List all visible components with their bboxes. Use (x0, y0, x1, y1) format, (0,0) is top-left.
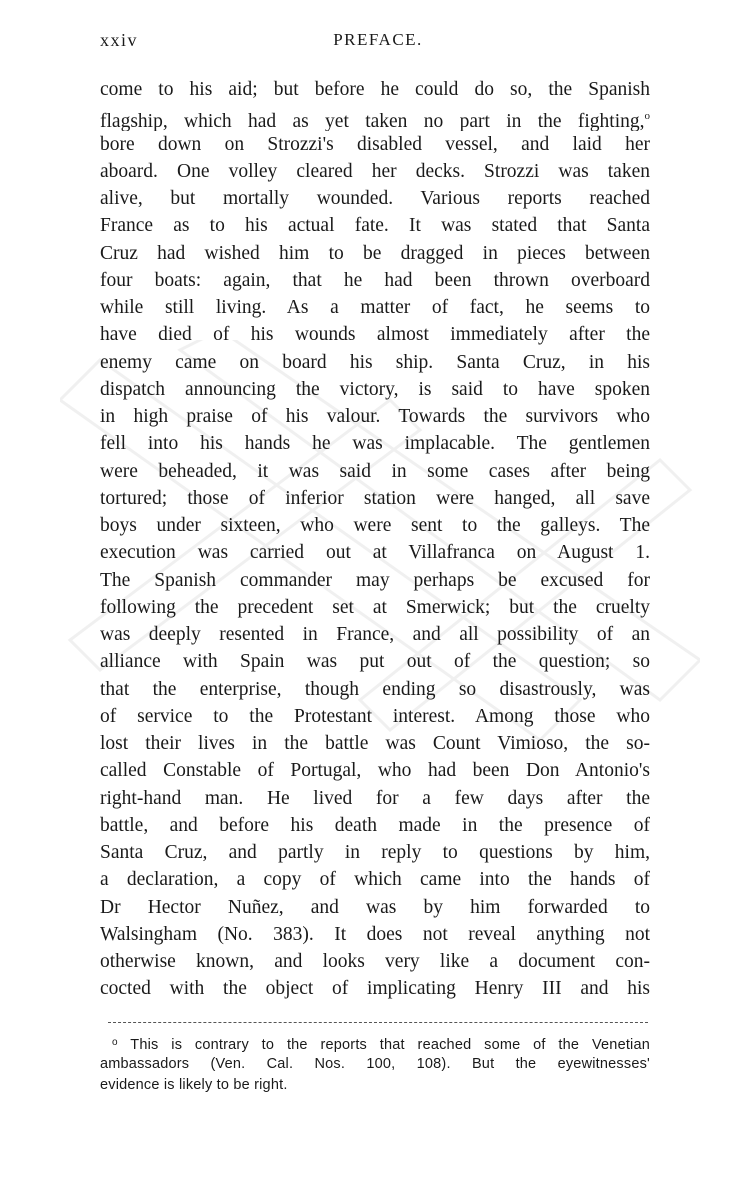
text-line: Cruz had wished him to be dragged in pieces between (100, 242, 650, 264)
text-line: cocted with the object of implicating Henry III and his (100, 978, 650, 1000)
text-line: France as to his actual fate. It was stated that Santa (100, 215, 650, 237)
footnote-line-content: This is contrary to the reports that reached some of the Venetian (130, 1037, 650, 1053)
text-line: fell into his hands he was implacable. The gentlemen (100, 433, 650, 455)
footnote-reference: o (644, 110, 650, 123)
text-line: that the enterprise, though ending so disastrously, was (100, 678, 650, 700)
text-line: enemy came on board his ship. Santa Cruz, in his (100, 351, 650, 373)
running-title: PREFACE. (333, 30, 423, 49)
text-line: aboard. One volley cleared her decks. Strozzi was taken (100, 160, 650, 182)
text-line: bore down on Strozzi's disabled vessel, and laid her (100, 133, 650, 155)
body-text (100, 76, 650, 1003)
footnote-line: ambassadors (Ven. Cal. Nos. 100, 108). But the eyewitnesses' (100, 1055, 650, 1072)
text-line: have died of his wounds almost immediately after the (100, 324, 650, 346)
page-number: xxiv (100, 30, 139, 50)
footnote-line: evidence is likely to be right. (100, 1077, 288, 1093)
text-line: battle, and before his death made in the presence of (100, 814, 650, 836)
text-line: of service to the Protestant interest. Among those who (100, 705, 650, 727)
text-line-content: flagship, which had as yet taken no part in the fighting, (100, 111, 645, 131)
text-line: while still living. As a matter of fact, he seems to (100, 297, 650, 318)
text-line: Dr Hector Nuñez, and was by him forwarded to (100, 896, 650, 918)
footnote (100, 1032, 650, 1097)
text-line: execution was carried out at Villafranca on August 1. (100, 542, 650, 564)
text-line: Walsingham (No. 383). It does not reveal anything not (100, 923, 650, 945)
text-line: alive, but mortally wounded. Various reports reached (100, 188, 650, 209)
text-line: come to his aid; but before he could do so, the Spanish (100, 79, 650, 100)
text-line: following the precedent set at Smerwick; but the cruelty (100, 596, 650, 618)
text-line: four boats: again, that he had been thrown overboard (100, 269, 650, 291)
text-line: were beheaded, it was said in some cases after being (100, 460, 650, 482)
text-line: in high praise of his valour. Towards the survivors who (100, 406, 650, 427)
text-line: lost their lives in the battle was Count Vimioso, the so- (100, 733, 650, 754)
running-head (100, 30, 656, 56)
footnote-divider (108, 1022, 648, 1023)
footnote-symbol: o (112, 1037, 118, 1048)
text-line: tortured; those of inferior station were hanged, all save (100, 487, 650, 509)
text-line: Santa Cruz, and partly in reply to questions by him, (100, 842, 650, 863)
text-line: otherwise known, and looks very like a document con- (100, 951, 650, 972)
text-line: alliance with Spain was put out of the question; so (100, 651, 650, 673)
text-line (100, 103, 650, 130)
text-line: a declaration, a copy of which came into the hands of (100, 869, 650, 891)
text-line: dispatch announcing the victory, is said to have spoken (100, 378, 650, 400)
text-line: right-hand man. He lived for a few days after the (100, 787, 650, 809)
text-line: called Constable of Portugal, who had been Don Antonio's (100, 760, 650, 782)
text-line: The Spanish commander may perhaps be excused for (100, 569, 650, 591)
text-line: boys under sixteen, who were sent to the galleys. The (100, 515, 650, 536)
text-line: was deeply resented in France, and all possibility of an (100, 624, 650, 645)
footnote-line (100, 1032, 650, 1054)
